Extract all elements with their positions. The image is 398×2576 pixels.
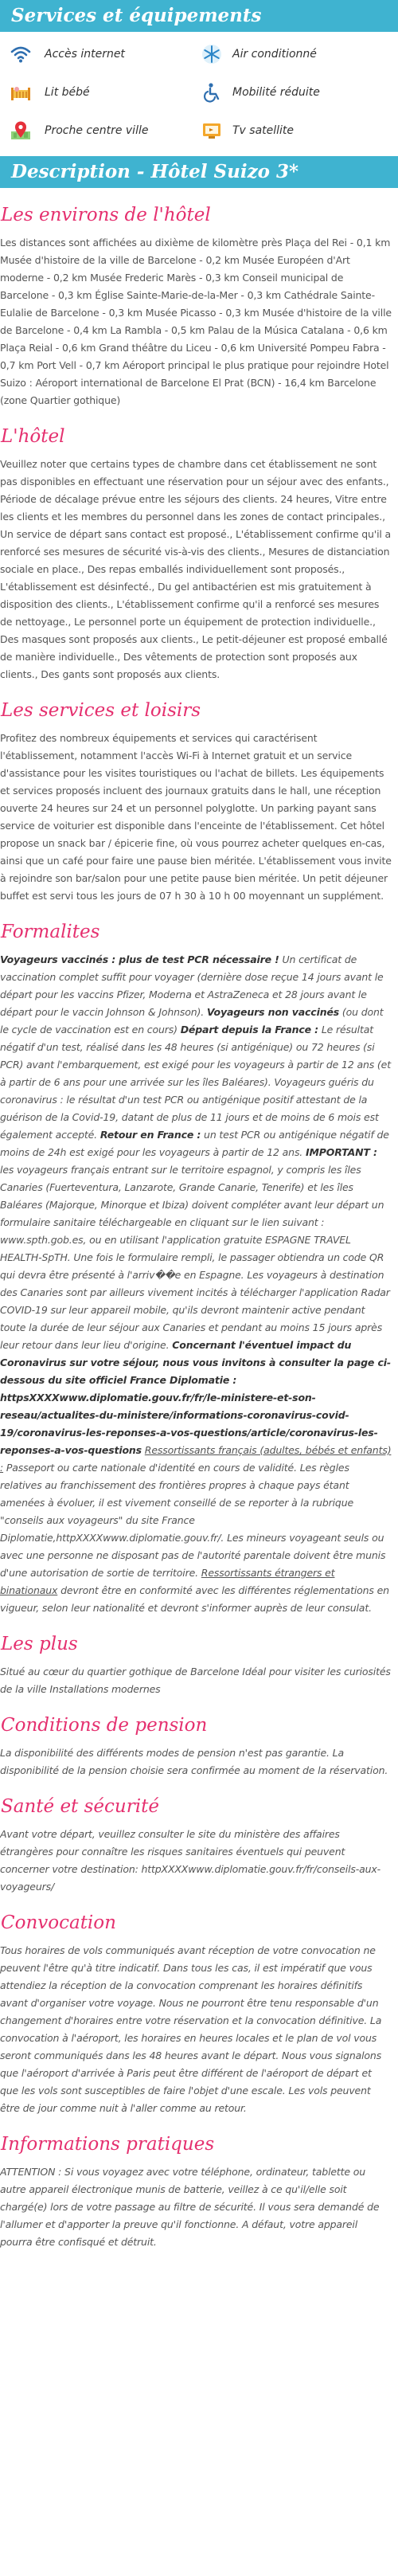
section-text: Avant votre départ, veuillez consulter le site du ministère des affaires étrangères pour connaître les risques sanitaires éventuels qui peuvent concerner votre destination: httpXXXXwww.diplomatie.gouv.fr/fr/conseils-aux-voyageurs/	[0, 1828, 380, 1893]
section-text: Profitez des nombreux équipements et services qui caractérisent l'établissement, notamment l'accès Wi-Fi à Internet gratuit et un service d'assistance pour les visites touristiques ou l'achat de billets. Les équipements et services proposés incluent des journaux gratuits dans le hall, une réception ouverte 24 heures sur 24 et un personnel polyglotte. Un parking payant sans service de voiturier est disponible dans l'enceinte de l'établissement. Cet hôtel propose un snack bar / épicerie fine, où vous pourrez acheter quelques en-cas, ainsi que un café pour faire une pause bien méritée. L'établissement vous invite à rejoindre son bar/salon pour une petite pause bien méritée. Un petit déjeuner buffet est servi tous les jours de 07 h 30 à 10 h 00 moyennant un supplément.	[0, 732, 392, 902]
diplomatie-link-text: Concernant l'éventuel impact du Coronavirus sur votre séjour, nous vous invitons à consulter la page ci-dessous du site officiel France Diplomatie : httpsXXXXwww.diplomatie.gouv.fr/fr/le-ministere-et-son-reseau/actualites-du-ministere/informations-coronavirus-covid-19/coronavirus-les-reponses-a-vos-questions/article/coronavirus-les-reponses-a-vos-questions	[0, 1339, 391, 1456]
section-text: ATTENTION : Si vous voyagez avec votre téléphone, ordinateur, tablette ou autre appareil électronique munis de batterie, veillez à ce qu'il/elle soit chargé(e) lors de votre passage au filtre de sécurité. Il vous sera demandé de l'allumer et d'apporter la preuve qu'il fonctionne. A défaut, votre appareil pourra être confisqué et détruit.	[0, 2166, 380, 2248]
section-informations-pratiques	[0, 2133, 398, 2251]
body-text: Passeport ou carte nationale d'identité en cours de validité. Les règles relatives au franchissement des frontières propres à chaque pays étant amenées à évoluer, il est vivement conseillé de se reporter à la rubrique "conseils aux voyageurs" du site France Diplomatie,httpXXXXwww.diplomatie.gouv.fr/. Les mineurs voyageant seuls ou avec une personne ne disposant pas de l'autorité parentale doivent être munis d'une autorisation de sortie de territoire.	[0, 1462, 386, 1579]
services-grid	[0, 43, 398, 142]
section-heading: Santé et sécurité	[1, 1796, 159, 1817]
section-heading: Convocation	[1, 1912, 116, 1933]
services-section	[0, 32, 398, 156]
section-environs	[0, 204, 398, 409]
section-text: La disponibilité des différents modes de pension n'est pas garantie. La disponibilité de la pension choisie sera confirmée au moment de la réservation.	[0, 1747, 388, 1776]
service-item-crib	[0, 81, 199, 104]
section-hotel	[0, 425, 398, 683]
snowflake-icon	[199, 43, 224, 65]
wheelchair-icon	[199, 81, 224, 104]
service-item-satellite-tv	[199, 119, 398, 142]
description-banner: Description - Hôtel Suizo 3*	[0, 156, 398, 188]
section-les-plus	[0, 1633, 398, 1698]
section-text: Tous horaires de vols communiqués avant réception de votre convocation ne peuvent l'être qu'à titre indicatif. Dans tous les cas, il est impératif que vous attendiez la réception de la convocation comprenant les horaires définitifs avant d'organiser votre voyage. Nous ne pourront être tenu responsable d'un changement d'horaires entre votre réservation et la convocation définitive. La convocation à l'aéroport, les horaires en heures locales et le plan de vol vous seront communiqués dans les 48 heures avant le départ. Nous vous signalons que l'aéroport d'arrivée à Paris peut être différent de l'aéroport de départ et que les vols sont susceptibles de faire l'objet d'une escale. Les vols peuvent être de jour comme nuit à l'aller comme au retour.	[0, 1944, 382, 2114]
service-label: Tv satellite	[232, 124, 295, 137]
service-label: Accès internet	[45, 48, 125, 61]
section-heading: Les plus	[1, 1634, 78, 1654]
satellite-tv-icon	[199, 119, 224, 142]
service-item-reduced-mobility	[199, 81, 398, 104]
section-heading: Les services et loisirs	[1, 700, 201, 721]
body-text: devront être en conformité avec les différentes réglementations en vigueur, selon leur nationalité et devront s'informer auprès de leur consulat.	[0, 1584, 389, 1614]
section-text: Les distances sont affichées au dixième de kilomètre près Plaça del Rei - 0,1 km Musée d'histoire de la ville de Barcelone - 0,2 km Musée Européen d'Art moderne - 0,2 km Musée Frederic Marès - 0,3 km Conseil municipal de Barcelone - 0,3 km Église Sainte-Marie-de-la-Mer - 0,3 km Cathédrale Sainte-Eulalie de Barcelone - 0,3 km Musée Picasso - 0,3 km Musée d'histoire de la ville de Barcelone - 0,4 km La Rambla - 0,5 km Palau de la Música Catalana - 0,6 km Plaça Reial - 0,6 km Grand théâtre du Liceu - 0,6 km Université Pompeu Fabra - 0,7 km Port Vell - 0,7 km Aéroport principal le plus pratique pour rejoindre Hotel Suizo : Aéroport international de Barcelone El Prat (BCN) - 16,4 km Barcelone (zone Quartier gothique)	[0, 237, 392, 406]
services-banner: Services et équipements	[0, 0, 398, 32]
emphasis-text: Retour en France :	[100, 1129, 201, 1141]
description-section	[0, 188, 398, 2251]
section-text: Situé au cœur du quartier gothique de Barcelone Idéal pour visiter les curiosités de la ville Installations modernes	[0, 1666, 391, 1695]
section-sante-securite	[0, 1795, 398, 1896]
service-item-air-conditioning	[199, 43, 398, 65]
section-services-loisirs	[0, 699, 398, 905]
section-text: Veuillez noter que certains types de chambre dans cet établissement ne sont pas disponibles en effectuant une réservation pour un séjour avec des enfants., Période de décalage prévue entre les séjours des clients. 24 heures, Vitre entre les clients et les membres du personnel dans les zones de contact principales., Un service de départ sans contact est proposé., L'établissement confirme qu'il a renforcé ses mesures de sécurité vis-à-vis des clients., Mesures de distanciation sociale en place., Des repas emballés individuellement sont proposés., L'établissement est désinfecté., Du gel antibactérien est mis gratuitement à disposition des clients., L'établissement confirme qu'il a renforcé ses mesures de nettoyage., Le personnel porte un équipement de protection individuelle., Des masques sont proposés aux clients., Le petit-déjeuner est proposé emballé de manière individuelle., Des vêtements de protection sont proposés aux clients., Des gants sont proposés aux clients.	[0, 458, 392, 680]
section-heading: Conditions de pension	[1, 1715, 208, 1736]
service-label: Mobilité réduite	[232, 86, 320, 99]
body-text: Le résultat négatif d'un test, réalisé dans les 48 heures (si antigénique) ou 72 heures (si PCR) avant l'embarquement, est exigé pour les voyageurs à partir de 12 ans (et à partir de 6 ans pour une arrivée sur les îles Baléares). Voyageurs guéris du coronavirus : le résultat d'un test PCR ou antigénique positif attestant de la guérison de la Covid-19, datant de plus de 11 jours et de moins de 6 mois est également accepté.	[0, 1024, 391, 1141]
section-formalites	[0, 921, 398, 1617]
body-text: Un certificat de vaccination complet suffit pour voyager (dernière dose reçue 14 jours avant le départ pour les vaccins Pfizer, Moderna et AstraZeneca et 28 jours avant le départ pour le vaccin Johnson & Johnson).	[0, 953, 384, 1018]
section-conditions-pension	[0, 1714, 398, 1779]
wifi-icon	[8, 43, 33, 65]
service-item-near-center	[0, 119, 199, 142]
section-convocation	[0, 1912, 398, 2117]
emphasis-text: Voyageurs vaccinés : plus de test PCR nécessaire !	[0, 953, 279, 965]
body-text: (ou dont le cycle de vaccination est en cours)	[0, 1006, 384, 1035]
service-label: Lit bébé	[45, 86, 90, 99]
section-heading: Informations pratiques	[1, 2134, 215, 2155]
section-heading: Formalites	[1, 922, 100, 942]
section-text	[0, 951, 395, 1617]
body-text: un test PCR ou antigénique négatif de moins de 24h est exigé pour les voyageurs à partir de 12 ans.	[0, 1129, 389, 1158]
service-label: Air conditionné	[232, 48, 317, 61]
pin-icon	[8, 119, 33, 142]
service-label: Proche centre ville	[45, 124, 149, 137]
body-text: les voyageurs français entrant sur le territoire espagnol, y compris les îles Canaries (Fuerteventura, Lanzarote, Grande Canarie, Tenerife) et les îles Baléares (Majorque, Minorque et Ibiza) doivent compléter avant leur départ un formulaire sanitaire téléchargeable en cliquant sur le lien suivant : www.spth.gob.es, ou en utilisant l'application gratuite ESPAGNE TRAVEL HEALTH-SpTH. Une fois le formulaire rempli, le passager obtiendra un code QR qui devra être présenté à l'arriv��e en Espagne. Les voyageurs à destination des Canaries sont par ailleurs vivement incités à télécharger l'application Radar COVID-19 sur leur appareil mobile, qu'ils devront maintenir active pendant toute la durée de leur séjour aux Canaries et pendant au moins 15 jours après leur retour dans leur lieu d'origine.	[0, 1164, 390, 1351]
service-item-internet	[0, 43, 199, 65]
emphasis-text: Voyageurs non vaccinés	[206, 1006, 340, 1018]
underlined-text: Ressortissants français (adultes, bébés et enfants) :	[0, 1444, 392, 1474]
underlined-text: Ressortissants étrangers et binationaux	[0, 1567, 335, 1596]
crib-icon	[8, 81, 33, 104]
emphasis-text: IMPORTANT :	[305, 1146, 377, 1158]
section-heading: L'hôtel	[1, 426, 65, 447]
emphasis-text: Départ depuis la France :	[180, 1024, 319, 1035]
section-heading: Les environs de l'hôtel	[1, 205, 211, 225]
